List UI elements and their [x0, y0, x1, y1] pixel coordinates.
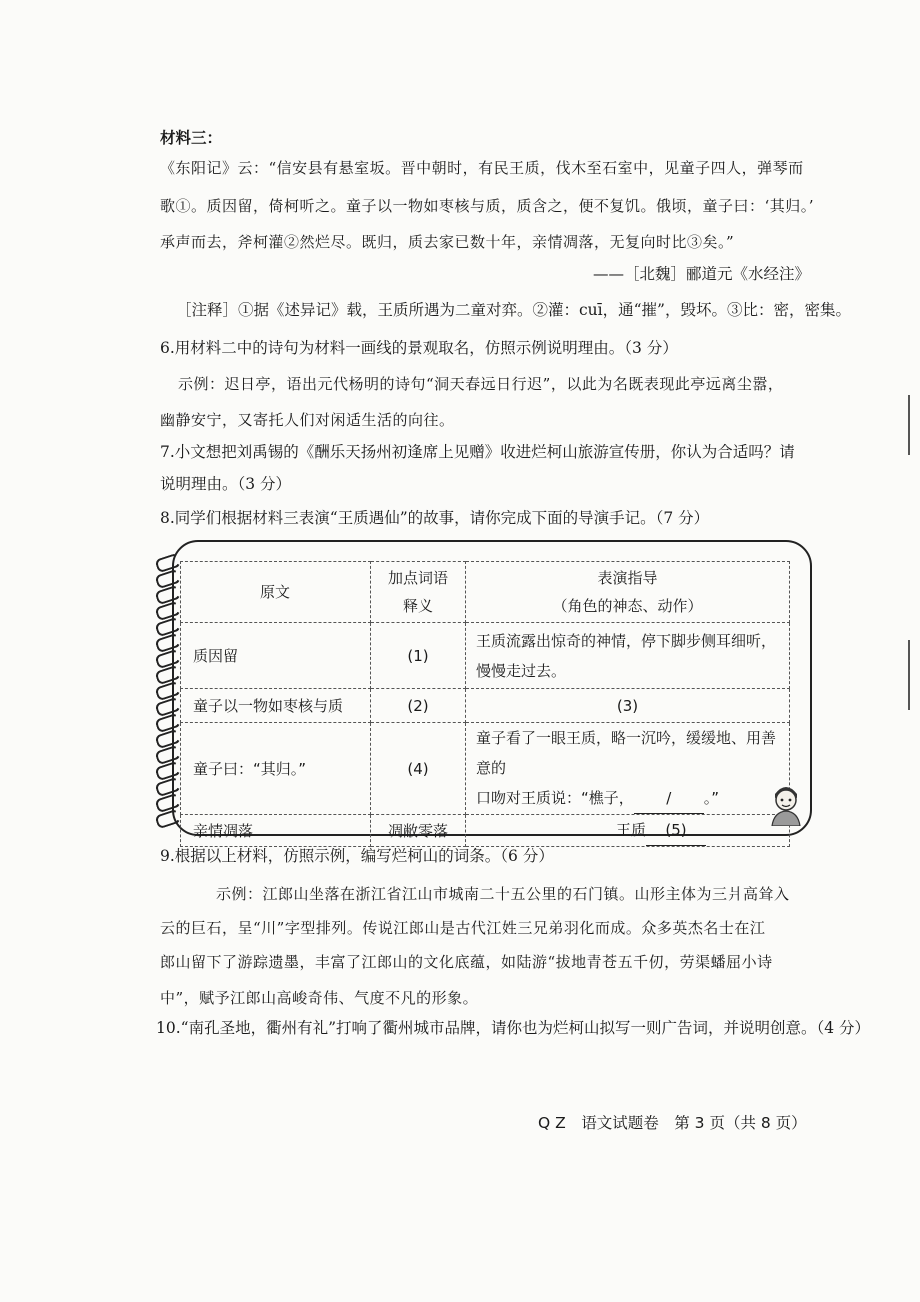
material3-heading: 材料三：	[160, 128, 223, 147]
row4-original: 亲情凋落	[181, 815, 371, 847]
material3-text-line3: 承声而去，斧柯灌②然烂尽。既归，质去家已数十年，亲情凋落，无复向时比③矣。”	[160, 233, 735, 251]
header-meaning-line1: 加点词语	[387, 569, 448, 587]
header-meaning	[371, 562, 466, 623]
row1-meaning-blank[interactable]: (1)	[371, 623, 466, 689]
table-row	[181, 815, 790, 847]
student-avatar-icon	[768, 780, 804, 826]
question-9-example-line1: 示例：江郎山坐落在浙江省江山市城南二十五公里的石门镇。山形主体为三爿高耸入	[216, 885, 790, 903]
row4-guide	[466, 815, 790, 847]
row3-guide-fill-blank[interactable]: /	[634, 783, 704, 814]
row3-guide-line2	[476, 783, 779, 814]
table-row	[181, 689, 790, 723]
row4-meaning: 凋敝零落	[371, 815, 466, 847]
row3-meaning-blank[interactable]: (4)	[371, 723, 466, 815]
material3-text-line2: 歌①。质因留，倚柯听之。童子以一物如枣核与质，质含之，便不复饥。俄顷，童子曰：‘其归。’	[160, 197, 815, 215]
table-row	[181, 623, 790, 689]
row4-guide-fill-blank[interactable]: (5)	[646, 815, 706, 846]
row3-guide	[466, 723, 790, 815]
row4-guide-text: 王质	[616, 821, 647, 839]
header-meaning-line2: 释义	[402, 597, 433, 615]
question-9-example-line2: 云的巨石，呈“川”字型排列。传说江郎山是古代江姓三兄弟羽化而成。众多英杰名士在江	[160, 919, 766, 937]
row3-original: 童子曰：“其归。”	[181, 723, 371, 815]
row1-guide: 王质流露出惊奇的神情，停下脚步侧耳细听，慢慢走过去。	[466, 623, 790, 689]
question-9-example-line4: 中”，赋予江郎山高峻奇伟、气度不凡的形象。	[160, 989, 479, 1007]
question-9-example-line3: 郎山留下了游踪遗墨，丰富了江郎山的文化底蕴，如陆游“拔地青苍五千仞，劳渠蟠屈小诗	[160, 953, 773, 971]
director-notes-table	[180, 561, 790, 847]
question-7-line1: 7.小文想把刘禹锡的《酬乐天扬州初逢席上见赠》收进烂柯山旅游宣传册，你认为合适吗？请	[160, 443, 795, 461]
material3-notes: ［注释］①据《述异记》载，王质所遇为二童对弈。②灌：cuī，通“摧”，毁坏。③比：密，密集。	[176, 301, 851, 319]
question-6-example-line1: 示例：迟日亭，语出元代杨明的诗句“洞天春远日行迟”，以此为名既表现此亭远离尘嚣，	[178, 375, 784, 393]
question-7-line2: 说明理由。（3 分）	[160, 475, 292, 493]
material3-source: ——［北魏］郦道元《水经注》	[592, 265, 810, 283]
material3-text-line1: 《东阳记》云：“信安县有悬室坂。晋中朝时，有民王质，伐木至石室中，见童子四人，弹琴而	[160, 159, 804, 177]
question-8: 8.同学们根据材料三表演“王质遇仙”的故事，请你完成下面的导演手记。（7 分）	[160, 509, 710, 527]
notebook-spiral-binding	[156, 548, 180, 840]
header-original: 原文	[181, 562, 371, 623]
margin-scan-mark	[908, 640, 910, 710]
row2-original: 童子以一物如枣核与质	[181, 689, 371, 723]
page-footer: Q Z 语文试题卷 第 3 页（共 8 页）	[538, 1114, 807, 1132]
question-6: 6.用材料二中的诗句为材料一画线的景观取名，仿照示例说明理由。（3 分）	[160, 339, 678, 357]
question-6-example-line2: 幽静安宁，又寄托人们对闲适生活的向往。	[160, 411, 455, 429]
header-guide	[466, 562, 790, 623]
question-9: 9.根据以上材料，仿照示例，编写烂柯山的词条。（6 分）	[160, 847, 554, 865]
margin-scan-mark	[908, 395, 910, 455]
row2-meaning-blank[interactable]: (2)	[371, 689, 466, 723]
table-header-row	[181, 562, 790, 623]
header-guide-line1: 表演指导	[597, 569, 658, 587]
table-row	[181, 723, 790, 815]
row3-guide-line1: 童子看了一眼王质，略一沉吟，缓缓地、用善意的	[476, 729, 777, 777]
header-guide-line2: （角色的神态、动作）	[552, 597, 703, 615]
question-10: 10.“南孔圣地，衢州有礼”打响了衢州城市品牌，请你也为烂柯山拟写一则广告词，并说明创意。（4 分）	[156, 1019, 871, 1037]
row3-guide-end: 。”	[703, 789, 720, 807]
row1-original: 质因留	[181, 623, 371, 689]
row3-guide-text: 口吻对王质说：“樵子，	[476, 789, 634, 807]
row2-guide-blank[interactable]: (3)	[466, 689, 790, 723]
